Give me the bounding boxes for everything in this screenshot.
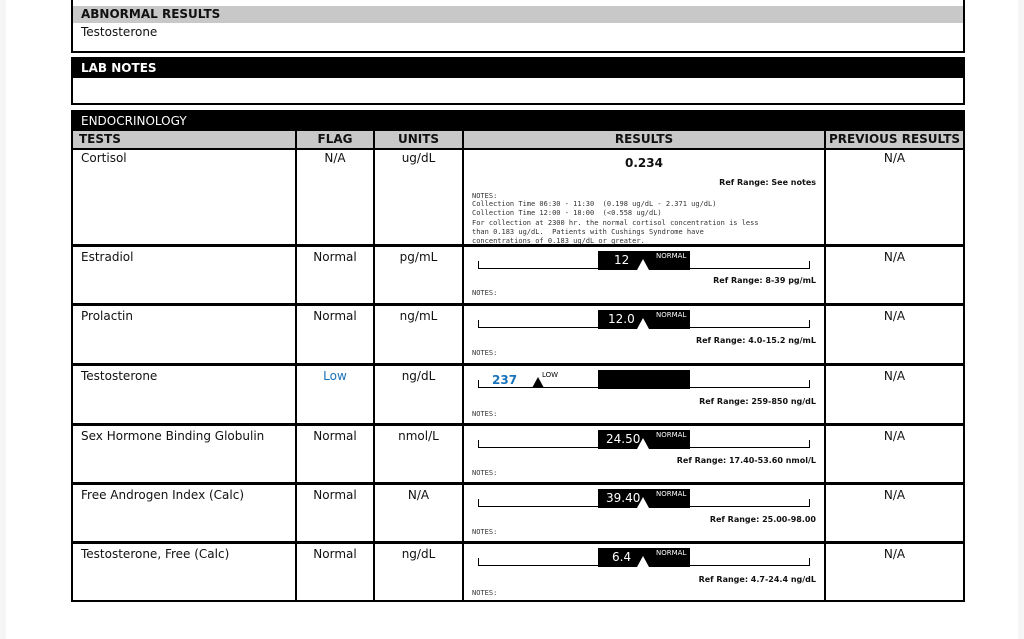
column-divider xyxy=(824,131,826,602)
result-marker-icon xyxy=(637,318,649,329)
abnormal-results-section xyxy=(71,0,965,53)
column-header-results: RESULTS xyxy=(464,131,824,148)
test-name: Sex Hormone Binding Globulin xyxy=(81,429,265,443)
lab-notes-title: LAB NOTES xyxy=(81,61,157,75)
range-label: NORMAL xyxy=(656,252,687,260)
ref-range: Ref Range: 4.0-15.2 ng/mL xyxy=(695,336,816,345)
result-value: 39.40 xyxy=(606,491,641,505)
result-cell xyxy=(464,366,824,423)
units-value: ug/dL xyxy=(401,151,436,165)
units-value: ng/mL xyxy=(399,309,438,323)
notes-label: NOTES: xyxy=(472,410,498,418)
ref-range: Ref Range: See notes xyxy=(719,178,816,187)
ref-range: Ref Range: 17.40-53.60 nmol/L xyxy=(676,456,816,465)
flag-value: Normal xyxy=(313,250,357,264)
flag-value: Normal xyxy=(313,309,357,323)
result-cell xyxy=(464,306,824,363)
range-label: NORMAL xyxy=(656,549,687,557)
range-label: NORMAL xyxy=(656,311,687,319)
notes-line: For collection at 2300 hr. the normal cortisol concentration is less xyxy=(472,218,759,227)
normal-range-bar xyxy=(598,370,690,389)
flag-value: Normal xyxy=(313,429,357,443)
flag-value-low: Low xyxy=(323,369,347,383)
flag-value: Normal xyxy=(313,488,357,502)
result-cell xyxy=(464,544,824,602)
test-name: Free Androgen Index (Calc) xyxy=(81,488,245,502)
column-divider xyxy=(295,131,297,602)
range-label: NORMAL xyxy=(656,490,687,498)
ref-range: Ref Range: 8-39 pg/mL xyxy=(713,276,816,285)
result-cell xyxy=(464,247,824,303)
result-marker-icon xyxy=(637,259,649,270)
units-value: ng/dL xyxy=(401,369,436,383)
report-page xyxy=(6,0,1018,639)
units-value: ng/dL xyxy=(401,547,436,561)
result-value: 24.50 xyxy=(606,432,641,446)
flag-value: Normal xyxy=(313,547,357,561)
units-value: pg/mL xyxy=(399,250,438,264)
abnormal-result-item: Testosterone xyxy=(81,25,158,39)
notes-label: NOTES: xyxy=(472,589,498,597)
units-value: N/A xyxy=(407,488,430,502)
previous-result: N/A xyxy=(883,151,906,165)
lab-notes-section xyxy=(71,57,965,105)
abnormal-results-title: ABNORMAL RESULTS xyxy=(81,7,221,21)
test-name: Estradiol xyxy=(81,250,134,264)
notes-label: NOTES: xyxy=(472,469,498,477)
units-value: nmol/L xyxy=(398,429,439,443)
notes-label: NOTES: xyxy=(472,349,498,357)
previous-result: N/A xyxy=(883,488,906,502)
flag-value: N/A xyxy=(324,151,346,165)
result-cell xyxy=(464,485,824,541)
column-divider xyxy=(373,131,375,602)
endocrinology-section xyxy=(71,110,965,602)
notes-label: NOTES: xyxy=(472,192,498,200)
notes-line: Collection Time 06:30 - 11:30 (0.198 ug/dL - 2.371 ug/dL) xyxy=(472,200,717,208)
result-marker-icon xyxy=(637,556,649,567)
previous-result: N/A xyxy=(883,250,906,264)
ref-range: Ref Range: 259-850 ng/dL xyxy=(699,397,816,406)
section-title: ENDOCRINOLOGY xyxy=(81,114,187,128)
section-header xyxy=(73,112,963,131)
previous-result: N/A xyxy=(883,429,906,443)
result-value: 12.0 xyxy=(608,312,635,326)
result-marker-icon xyxy=(637,438,649,449)
column-header-tests: TESTS xyxy=(73,131,295,148)
cortisol-notes xyxy=(472,200,759,246)
result-cell xyxy=(464,150,824,244)
result-value: 6.4 xyxy=(612,550,632,564)
result-value: 0.234 xyxy=(625,156,663,170)
test-name: Prolactin xyxy=(81,309,133,323)
previous-result: N/A xyxy=(883,547,906,561)
notes-line: than 0.183 ug/dL. Patients with Cushings Syndrome have xyxy=(472,227,704,236)
column-header-flag: FLAG xyxy=(297,131,373,148)
result-value: 12 xyxy=(614,253,630,267)
abnormal-results-header xyxy=(73,6,963,23)
lab-notes-header xyxy=(73,59,963,78)
result-cell xyxy=(464,426,824,482)
notes-line: Collection Time 12:00 - 18:00 (<0.558 ug/dL) xyxy=(472,209,662,218)
notes-label: NOTES: xyxy=(472,289,498,297)
column-header-previous-results: PREVIOUS RESULTS xyxy=(826,131,963,148)
ref-range: Ref Range: 4.7-24.4 ng/dL xyxy=(698,575,816,584)
column-header-units: UNITS xyxy=(375,131,462,148)
result-value: 237 xyxy=(492,373,518,387)
ref-range: Ref Range: 25.00-98.00 xyxy=(709,515,816,524)
range-label: NORMAL xyxy=(656,431,687,439)
previous-result: N/A xyxy=(883,309,906,323)
test-name: Cortisol xyxy=(81,151,127,165)
previous-result: N/A xyxy=(883,369,906,383)
test-name: Testosterone, Free (Calc) xyxy=(81,547,230,561)
test-name: Testosterone xyxy=(81,369,158,383)
notes-label: NOTES: xyxy=(472,528,498,536)
notes-line: concentrations of 0.183 ug/dL or greater. xyxy=(472,237,645,246)
range-label: LOW xyxy=(542,371,559,379)
result-marker-icon xyxy=(637,497,649,508)
